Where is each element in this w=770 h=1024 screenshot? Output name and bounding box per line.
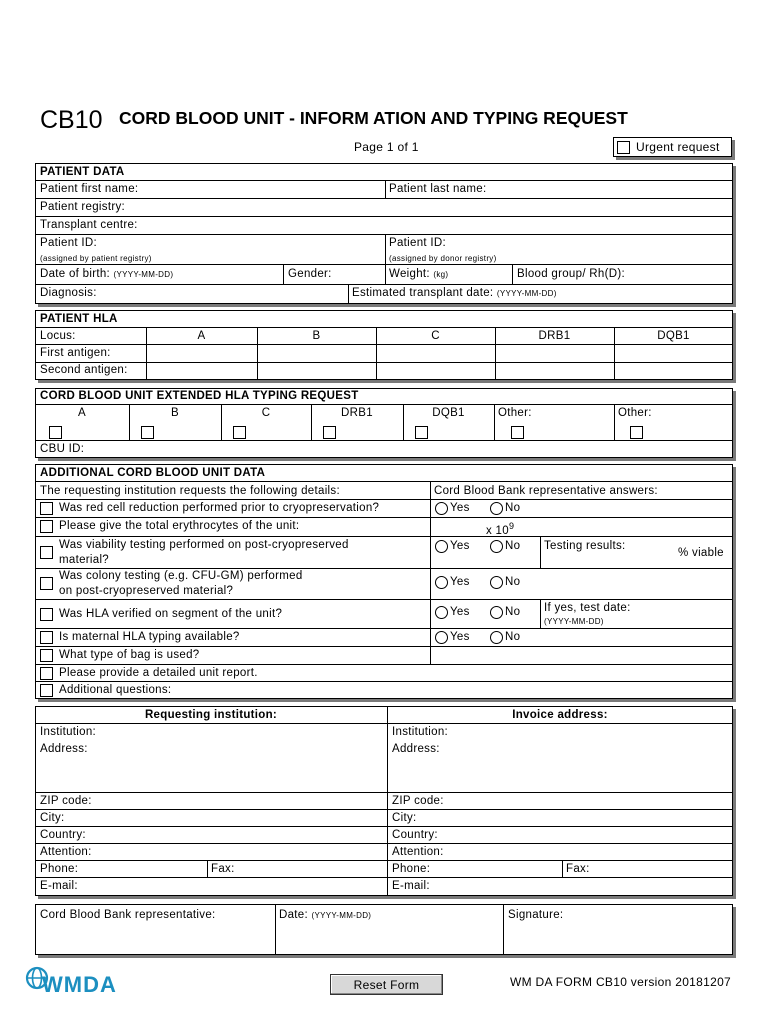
- hla-col-c: C: [431, 330, 440, 342]
- reset-form-button[interactable]: [330, 974, 443, 995]
- inv-country-field[interactable]: Country:: [392, 829, 438, 841]
- urgent-request-checkbox[interactable]: [617, 141, 630, 154]
- q5-no-label: No: [505, 606, 521, 618]
- req-zip-field[interactable]: ZIP code:: [40, 795, 92, 807]
- erythrocytes-unit: x $10^9$: [486, 521, 515, 537]
- testing-results-label: Testing results:: [544, 540, 626, 552]
- form-code: CB10: [40, 106, 103, 134]
- patient-registry-field[interactable]: Patient registry:: [40, 201, 125, 213]
- ext-c-checkbox[interactable]: [233, 426, 246, 439]
- q3-no-label: No: [505, 540, 521, 552]
- reset-form-label: Reset Form: [353, 978, 420, 992]
- ext-col-dqb1: DQB1: [432, 407, 465, 419]
- date-of-birth-field[interactable]: Date of birth: (YYYY-MM-DD): [40, 268, 174, 280]
- q3-checkbox[interactable]: [40, 546, 53, 559]
- q6-no-label: No: [505, 631, 521, 643]
- ext-drb1-checkbox[interactable]: [323, 426, 336, 439]
- q6-no-radio[interactable]: [490, 631, 503, 644]
- diagnosis-field[interactable]: Diagnosis:: [40, 287, 97, 299]
- ext-col-b: B: [171, 407, 179, 419]
- q3-yes-radio[interactable]: [435, 540, 448, 553]
- q5-yes-label: Yes: [450, 606, 470, 618]
- hla-col-drb1: DRB1: [538, 330, 571, 342]
- q4-checkbox[interactable]: [40, 577, 53, 590]
- req-address-field[interactable]: Address:: [40, 743, 88, 755]
- q1-yes-radio[interactable]: [435, 502, 448, 515]
- hla-col-b: B: [312, 330, 321, 342]
- signature-field[interactable]: Signature:: [508, 909, 564, 921]
- req-country-field[interactable]: Country:: [40, 829, 86, 841]
- q4-yes-radio[interactable]: [435, 576, 448, 589]
- q9-checkbox[interactable]: [40, 684, 53, 697]
- ext-col-c: C: [261, 407, 271, 419]
- address-section: [35, 706, 733, 896]
- q3-yes-label: Yes: [450, 540, 470, 552]
- q4-yes-label: Yes: [450, 576, 470, 588]
- q8-checkbox[interactable]: [40, 667, 53, 680]
- q6-yes-radio[interactable]: [435, 631, 448, 644]
- ext-col-drb1: DRB1: [341, 407, 373, 419]
- q1-no-radio[interactable]: [490, 502, 503, 515]
- ext-other-1-checkbox[interactable]: [511, 426, 524, 439]
- q4-label-line1: Was colony testing (e.g. CFU-GM) performed: [59, 570, 303, 582]
- req-email-field[interactable]: E-mail:: [40, 880, 78, 892]
- req-institution-field[interactable]: Institution:: [40, 726, 97, 738]
- ext-col-other-2[interactable]: Other:: [618, 407, 652, 419]
- ext-other-2-checkbox[interactable]: [630, 426, 643, 439]
- q1-no-label: No: [505, 502, 521, 514]
- form-title: CORD BLOOD UNIT - INFORM ATION AND TYPING REQUEST: [119, 108, 628, 128]
- patient-last-name-field[interactable]: Patient last name:: [389, 183, 487, 195]
- hla-first-antigen-label: First antigen:: [40, 347, 111, 359]
- estimated-transplant-date-field[interactable]: Estimated transplant date: (YYYY-MM-DD): [352, 287, 557, 299]
- inv-phone-field[interactable]: Phone:: [392, 863, 431, 875]
- req-phone-field[interactable]: Phone:: [40, 863, 79, 875]
- wmda-logo: [24, 962, 120, 1002]
- ext-b-checkbox[interactable]: [141, 426, 154, 439]
- urgent-request-label: Urgent request: [636, 140, 720, 154]
- form-version: WM DA FORM CB10 version 20181207: [510, 975, 732, 989]
- patient-hla-heading: PATIENT HLA: [40, 313, 118, 325]
- additional-right-heading: Cord Blood Bank representative answers:: [434, 485, 658, 497]
- hla-test-date-label: If yes, test date:: [544, 602, 631, 614]
- q9-label: Additional questions:: [59, 684, 172, 696]
- q3-label-line2: material?: [59, 554, 109, 566]
- inv-city-field[interactable]: City:: [392, 812, 417, 824]
- q8-label: Please provide a detailed unit report.: [59, 667, 258, 679]
- q5-label: Was HLA verified on segment of the unit?: [59, 608, 283, 620]
- cbu-id-field[interactable]: CBU ID:: [40, 443, 85, 455]
- hla-col-dqb1: DQB1: [657, 330, 690, 342]
- inv-attention-field[interactable]: Attention:: [392, 846, 444, 858]
- q2-label: Please give the total erythrocytes of the unit:: [59, 520, 300, 532]
- requesting-institution-heading: Requesting institution:: [144, 709, 278, 721]
- page-indicator: Page 1 of 1: [354, 140, 419, 154]
- hla-locus-label: Locus:: [40, 330, 76, 342]
- inv-email-field[interactable]: E-mail:: [392, 880, 430, 892]
- transplant-centre-field[interactable]: Transplant centre:: [40, 219, 138, 231]
- q6-label: Is maternal HLA typing available?: [59, 631, 240, 643]
- wmda-logo-text: WMDA: [42, 972, 117, 997]
- cbb-representative-field[interactable]: Cord Blood Bank representative:: [40, 909, 216, 921]
- inv-fax-field[interactable]: Fax:: [566, 863, 590, 875]
- inv-zip-field[interactable]: ZIP code:: [392, 795, 444, 807]
- req-fax-field[interactable]: Fax:: [211, 863, 235, 875]
- q7-label: What type of bag is used?: [59, 649, 200, 661]
- patient-data-heading: PATIENT DATA: [40, 166, 125, 178]
- q1-yes-label: Yes: [450, 502, 470, 514]
- q1-label: Was red cell reduction performed prior to cryopreservation?: [59, 502, 380, 514]
- inv-address-field[interactable]: Address:: [392, 743, 440, 755]
- inv-institution-field[interactable]: Institution:: [392, 726, 449, 738]
- q5-no-radio[interactable]: [490, 606, 503, 619]
- signature-date-field[interactable]: Date: (YYYY-MM-DD): [279, 909, 372, 921]
- q1-checkbox[interactable]: [40, 502, 53, 515]
- donor-patient-id-field[interactable]: Patient ID:: [389, 237, 446, 249]
- patient-id-note: (assigned by patient registry): [40, 254, 152, 263]
- additional-data-heading: ADDITIONAL CORD BLOOD UNIT DATA: [40, 467, 266, 479]
- req-city-field[interactable]: City:: [40, 812, 65, 824]
- ext-col-other-1[interactable]: Other:: [498, 407, 532, 419]
- q7-checkbox[interactable]: [40, 649, 53, 662]
- q5-checkbox[interactable]: [40, 608, 53, 621]
- q4-label-line2: on post-cryopreserved material?: [59, 585, 234, 597]
- patient-hla-section: [35, 310, 733, 380]
- q2-checkbox[interactable]: [40, 520, 53, 533]
- ext-a-checkbox[interactable]: [49, 426, 62, 439]
- patient-id-field[interactable]: Patient ID:: [40, 237, 97, 249]
- hla-second-antigen-label: Second antigen:: [40, 364, 128, 376]
- q6-checkbox[interactable]: [40, 631, 53, 644]
- ext-dqb1-checkbox[interactable]: [415, 426, 428, 439]
- q3-label-line1: Was viability testing performed on post-cryopreserved: [59, 539, 349, 551]
- q3-no-radio[interactable]: [490, 540, 503, 553]
- additional-left-heading: The requesting institution requests the following details:: [40, 485, 340, 497]
- ext-col-a: A: [78, 407, 86, 419]
- blood-group-field[interactable]: Blood group/ Rh(D):: [517, 268, 625, 280]
- hla-col-a: A: [197, 330, 206, 342]
- gender-field[interactable]: Gender:: [288, 268, 332, 280]
- weight-field[interactable]: Weight: (kg): [389, 268, 449, 280]
- q6-yes-label: Yes: [450, 631, 470, 643]
- extended-hla-heading: CORD BLOOD UNIT EXTENDED HLA TYPING REQUEST: [40, 390, 359, 402]
- patient-first-name-field[interactable]: Patient first name:: [40, 183, 139, 195]
- q4-no-label: No: [505, 576, 521, 588]
- q5-yes-radio[interactable]: [435, 606, 448, 619]
- q4-no-radio[interactable]: [490, 576, 503, 589]
- viable-unit: % viable: [678, 547, 724, 559]
- req-attention-field[interactable]: Attention:: [40, 846, 92, 858]
- invoice-address-heading: Invoice address:: [512, 709, 608, 721]
- donor-patient-id-note: (assigned by donor registry): [389, 254, 497, 263]
- hla-test-date-note: (YYYY-MM-DD): [544, 617, 604, 626]
